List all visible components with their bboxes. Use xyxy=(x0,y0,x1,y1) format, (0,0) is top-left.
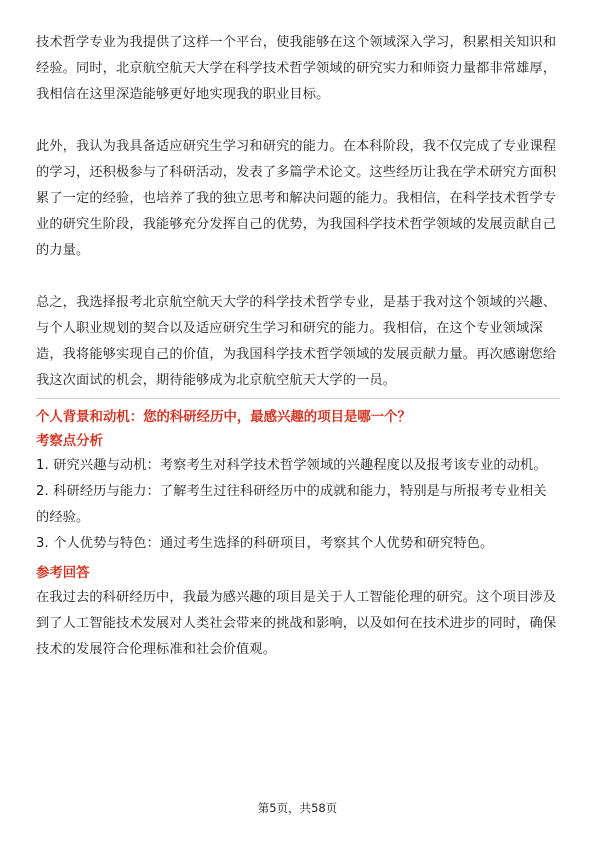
analysis-item: 2. 科研经历与能力：了解考生过往科研经历中的成就和能力，特别是与所报考专业相关的经验。 xyxy=(36,484,547,525)
reference-answer: 在我过去的科研经历中，我最为感兴趣的项目是关于人工智能伦理的研究。这个项目涉及到了人工智能技术发展对人类社会带来的挑战和影响，以及如何在技术进步的同时，确保技术的发展符合伦理标准和社会价值观。 xyxy=(36,590,557,657)
body-paragraph: 技术哲学专业为我提供了这样一个平台，使我能够在这个领域深入学习，积累相关知识和经验。同时，北京航空航天大学在科学技术哲学领域的研究实力和师资力量都非常雄厚，我相信在这里深造能够更好地实现我的职业目标。 xyxy=(36,35,557,102)
section-divider xyxy=(36,398,560,399)
paragraph-spacer xyxy=(36,264,560,290)
page-number: 第5页，共58页 xyxy=(257,801,338,815)
analysis-title: 考察点分析 xyxy=(36,434,103,449)
interview-question: 个人背景和动机：您的科研经历中，最感兴趣的项目是哪一个？ xyxy=(36,410,411,425)
body-paragraph: 总之，我选择报考北京航空航天大学的科学技术哲学专业，是基于我对这个领域的兴趣、与个人职业规划的契合以及适应研究生学习和研究的能力。我相信，在这个专业领域深造，我将能够实现自己的价值，为我国科学技术哲学领域的发展贡献力量。再次感谢您给我这次面试的机会，期待能够成为北京航空航天大学的一员。 xyxy=(36,295,557,388)
reference-title: 参考回答 xyxy=(36,566,90,581)
document-page xyxy=(36,30,560,663)
paragraph-spacer xyxy=(36,108,560,134)
analysis-item: 3. 个人优势与特色：通过考生选择的科研项目，考察其个人优势和研究特色。 xyxy=(36,536,494,551)
analysis-item: 1. 研究兴趣与动机：考察考生对科学技术哲学领域的兴趣程度以及报考该专业的动机。 xyxy=(36,458,547,473)
body-paragraph: 此外，我认为我具备适应研究生学习和研究的能力。在本科阶段，我不仅完成了专业课程的学习，还积极参与了科研活动，发表了多篇学术论文。这些经历让我在学术研究方面积累了一定的经验，也培养了我的独立思考和解决问题的能力。我相信，在科学技术哲学专业的研究生阶段，我能够充分发挥自己的优势，为我国科学技术哲学领域的发展贡献自己的力量。 xyxy=(36,139,557,258)
